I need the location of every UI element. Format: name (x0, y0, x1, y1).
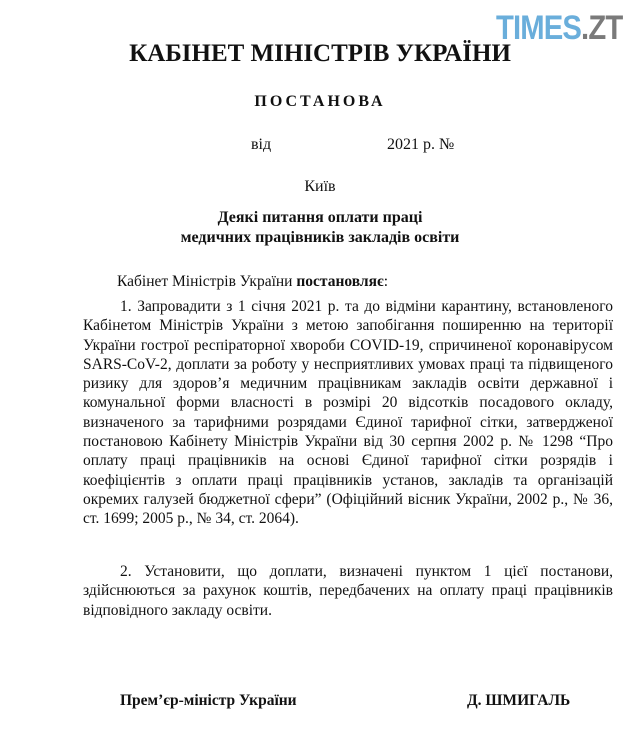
paragraph-2: 2. Установити, що доплати, визначені пунктом 1 цієї постанови, здійснюються за рахунок коштів, передбачених на оплату праці працівників відповідного закладу освіти. (83, 563, 613, 619)
heading-line-2: медичних працівників закладів освіти (180, 229, 460, 246)
preamble (117, 272, 617, 291)
preamble-colon: : (383, 273, 389, 290)
document-type: ПОСТАНОВА (254, 93, 386, 110)
logo-part-times: TIMES (496, 9, 582, 47)
signatory-position: Прем’єр-міністр України (120, 692, 297, 709)
preamble-text: Кабінет Міністрів України (117, 273, 297, 290)
paragraph-1: 1. Запровадити з 1 січня 2021 р. та до відміни карантину, встановленого Кабінетом Міністрів України з метою запобігання поширенню на території України гострої респіраторної хвороби COVID-19, спричиненої коронавірусом SARS-CoV-2, доплати за роботу у несприятливих умовах праці та підвищеного ризику для здоров’я медичним працівникам закладів освіти державної і комунальної форми власності в розмірі 20 відсотків посадового окладу, визначеного за тарифними розрядами Єдиної тарифної сітки, затвердженої постановою Кабінету Міністрів України від 30 серпня 2002 р. № 1298 “Про оплату праці працівників на основі Єдиної тарифної сітки розрядів і коефіцієнтів з оплати праці працівників установ, закладів та організацій окремих галузей бюджетної сфери” (Офіційний вісник України, 2002 р., № 36, ст. 1699; 2005 р., № 34, ст. 2064). (83, 298, 613, 528)
logo-part-zt: .ZT (581, 9, 623, 47)
preamble-bold-verb: постановляє (296, 273, 384, 290)
document-issuer-title: КАБІНЕТ МІНІСТРІВ УКРАЇНИ (129, 40, 511, 67)
heading-line-1: Деякі питання оплати праці (217, 209, 423, 226)
document-heading (0, 208, 640, 248)
signatory-name: Д. ШМИГАЛЬ (467, 692, 571, 709)
document-city: Київ (304, 178, 336, 195)
date-year-number: 2021 р. № (387, 136, 455, 153)
date-from-label: від (251, 136, 272, 153)
